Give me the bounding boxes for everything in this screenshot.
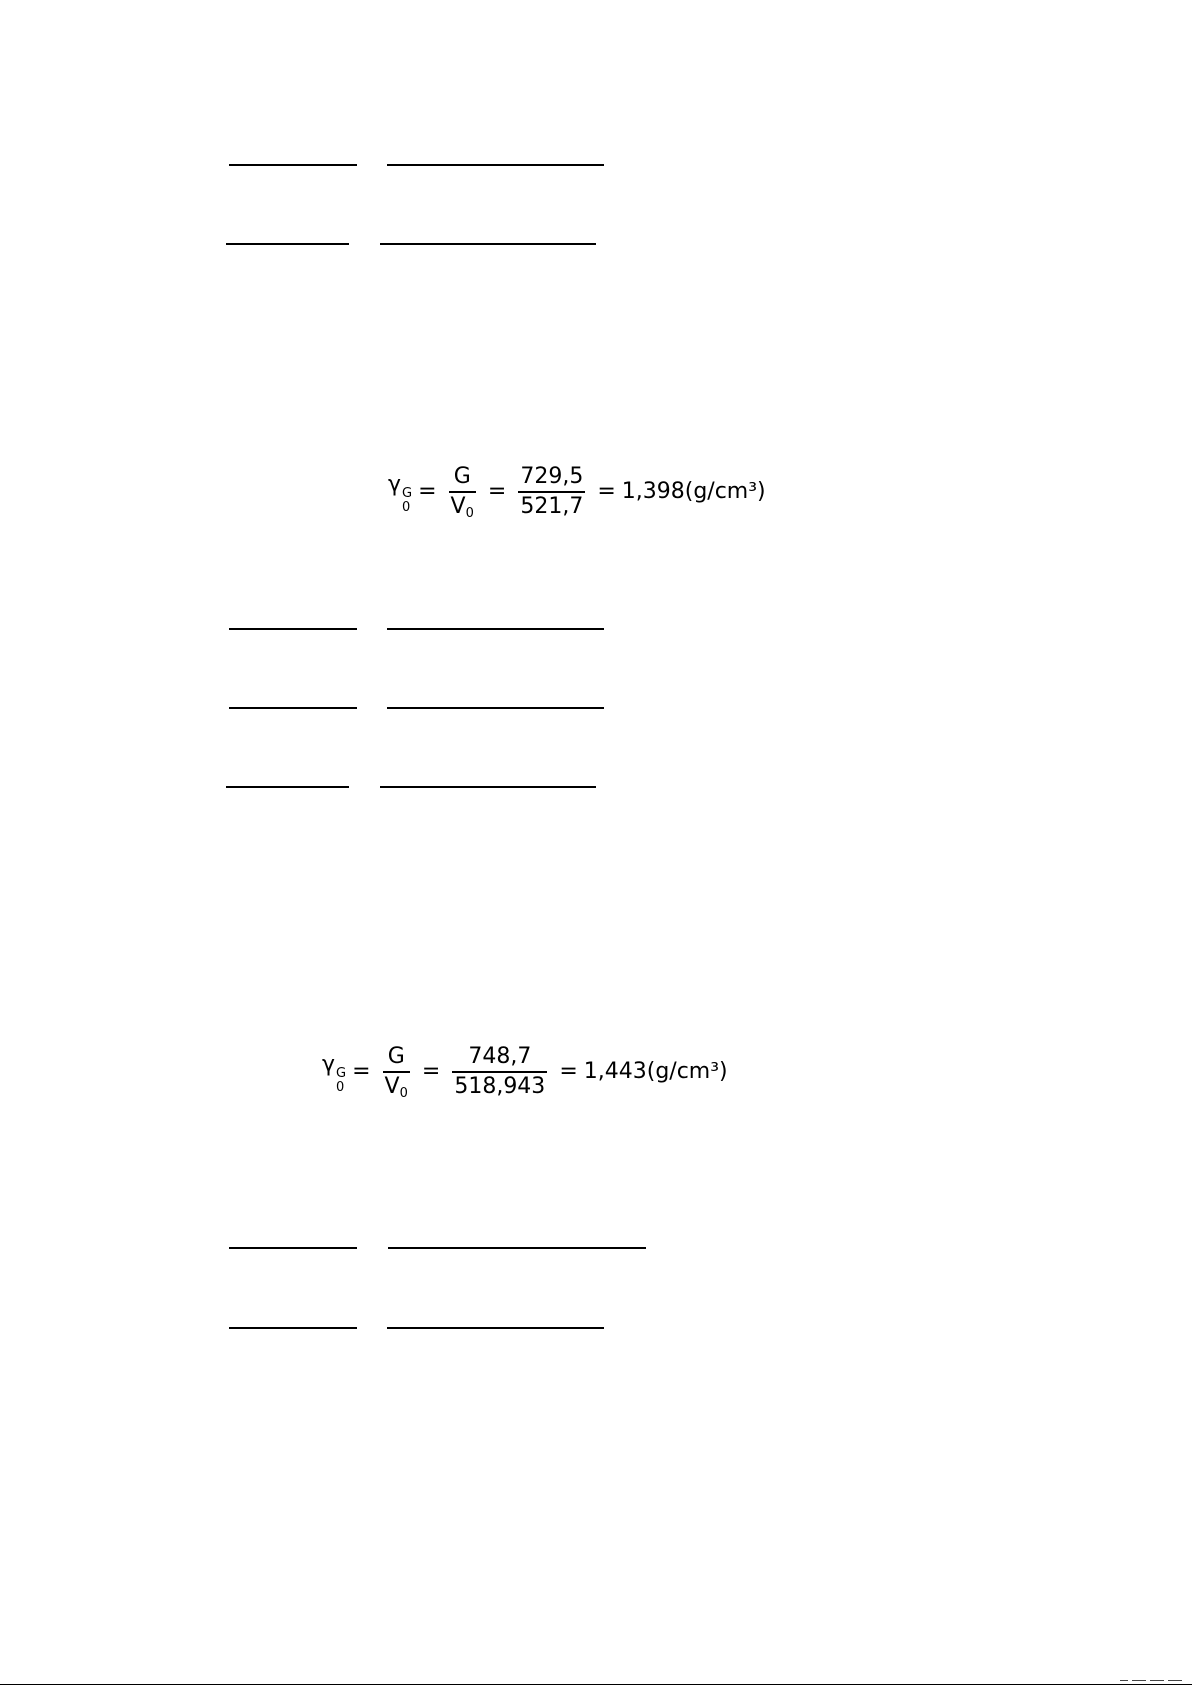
density-formula-2 bbox=[322, 1043, 728, 1100]
blank-line bbox=[380, 243, 596, 245]
blank-line bbox=[387, 628, 604, 630]
blank-line bbox=[387, 164, 604, 166]
blank-line bbox=[229, 628, 357, 630]
numerator: 729,5 bbox=[520, 464, 584, 489]
blank-line bbox=[387, 707, 604, 709]
blank-line bbox=[229, 707, 357, 709]
fraction-g-over-v0 bbox=[449, 463, 476, 520]
numerator: G bbox=[387, 1044, 405, 1069]
equals-sign: = bbox=[421, 1058, 441, 1084]
fraction-g-over-v0 bbox=[383, 1043, 410, 1100]
blank-line bbox=[229, 1247, 357, 1249]
equals-sign: = bbox=[487, 478, 507, 504]
result-value: 1,443(g/cm³) bbox=[583, 1058, 728, 1084]
gamma-symbol: γ G 0 bbox=[388, 472, 413, 515]
blank-line bbox=[226, 243, 349, 245]
gamma-symbol: γ G 0 bbox=[322, 1052, 347, 1095]
page-edge-mark bbox=[1132, 1680, 1146, 1681]
result-value: 1,398(g/cm³) bbox=[621, 478, 766, 504]
equals-sign: = bbox=[559, 1058, 578, 1084]
denominator: V 0 bbox=[450, 493, 474, 521]
blank-line bbox=[226, 786, 349, 788]
equals-sign: = bbox=[597, 478, 616, 504]
superscript: G bbox=[336, 1066, 347, 1082]
numerator: 748,7 bbox=[468, 1044, 532, 1069]
blank-line bbox=[387, 1327, 604, 1329]
subscript: 0 bbox=[402, 500, 411, 515]
blank-line bbox=[380, 786, 596, 788]
blank-line bbox=[229, 1327, 357, 1329]
equals-sign: = bbox=[352, 1058, 371, 1084]
numerator: G bbox=[453, 464, 471, 489]
page-edge-mark bbox=[1120, 1680, 1128, 1681]
fraction-values bbox=[452, 1043, 547, 1100]
page-edge-mark bbox=[1150, 1680, 1164, 1681]
fraction-values bbox=[518, 463, 585, 520]
denominator: V 0 bbox=[384, 1073, 408, 1101]
superscript: G bbox=[402, 486, 413, 502]
blank-line bbox=[229, 164, 357, 166]
denominator: 521,7 bbox=[520, 493, 584, 519]
blank-line bbox=[388, 1247, 646, 1249]
page-edge-mark bbox=[1168, 1680, 1182, 1681]
equals-sign: = bbox=[418, 478, 437, 504]
denominator: 518,943 bbox=[454, 1073, 546, 1099]
density-formula-1 bbox=[388, 463, 766, 520]
subscript: 0 bbox=[336, 1080, 345, 1095]
